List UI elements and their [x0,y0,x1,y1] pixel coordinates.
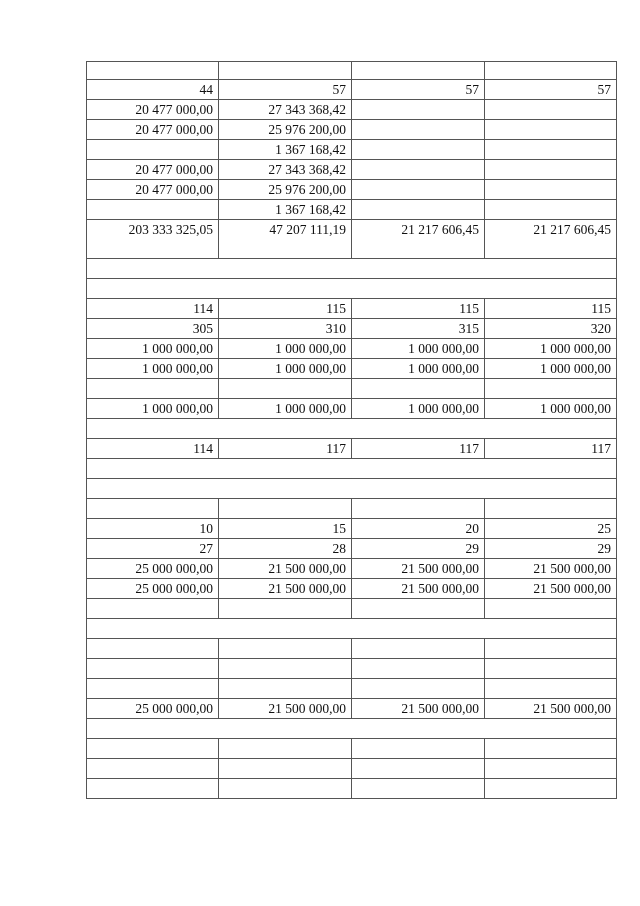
table-row [87,319,617,339]
table-row [87,220,617,259]
table-cell [352,120,485,140]
table-cell: 1 000 000,00 [352,399,485,419]
table-cell: 25 000 000,00 [87,699,219,719]
table-row [87,259,617,279]
table-cell: 29 [485,539,617,559]
table-cell [219,639,352,659]
table-cell: 20 477 000,00 [87,120,219,140]
table-cell: 27 [87,539,219,559]
table-cell: 57 [485,80,617,100]
table-cell [485,679,617,699]
table-cell [485,100,617,120]
table-section-row-cell [87,259,617,279]
table-row [87,279,617,299]
table-cell [352,599,485,619]
table-cell: 21 500 000,00 [352,559,485,579]
table-section-row-cell [87,719,617,739]
table-cell: 44 [87,80,219,100]
table-section-row-cell [87,459,617,479]
table-row [87,140,617,160]
table-cell [485,599,617,619]
table-cell [485,379,617,399]
table-cell [485,120,617,140]
table-row [87,759,617,779]
table-cell: 21 500 000,00 [352,579,485,599]
table-cell: 1 000 000,00 [219,339,352,359]
table-cell [87,779,219,799]
table-row [87,599,617,619]
table-cell: 47 207 111,19 [219,220,352,259]
table-cell: 21 217 606,45 [485,220,617,259]
table-cell: 1 000 000,00 [87,359,219,379]
table-cell: 27 343 368,42 [219,160,352,180]
table-row [87,379,617,399]
table-cell: 21 500 000,00 [219,699,352,719]
table-row [87,120,617,140]
table-cell [352,679,485,699]
table-cell [352,639,485,659]
table-cell: 1 000 000,00 [352,359,485,379]
table-cell: 115 [485,299,617,319]
table-row [87,459,617,479]
table-cell [87,200,219,220]
table-row [87,180,617,200]
table-cell [485,739,617,759]
table-cell: 28 [219,539,352,559]
table-cell: 21 500 000,00 [485,559,617,579]
table-cell [87,379,219,399]
table-cell: 10 [87,519,219,539]
table-section-row-cell [87,419,617,439]
table-cell: 25 976 200,00 [219,120,352,140]
table-cell: 1 000 000,00 [87,399,219,419]
table-cell [219,679,352,699]
table-cell: 115 [219,299,352,319]
table-row [87,339,617,359]
table-cell [485,659,617,679]
table-cell: 25 976 200,00 [219,180,352,200]
table-cell: 1 367 168,42 [219,200,352,220]
table-cell: 305 [87,319,219,339]
data-table [86,61,617,799]
table-row [87,479,617,499]
table-cell [87,679,219,699]
table-cell [219,659,352,679]
table-cell: 1 000 000,00 [485,359,617,379]
table-cell [352,100,485,120]
table-cell: 27 343 368,42 [219,100,352,120]
table-cell [352,160,485,180]
table-row [87,699,617,719]
table-row [87,299,617,319]
table-cell [485,140,617,160]
table-cell [219,379,352,399]
table-cell: 57 [352,80,485,100]
table-cell: 117 [485,439,617,459]
table-cell: 15 [219,519,352,539]
table-cell: 20 477 000,00 [87,160,219,180]
table-cell [352,499,485,519]
table-cell: 21 500 000,00 [352,699,485,719]
table-cell [87,140,219,160]
table-cell: 315 [352,319,485,339]
table-section-row-cell [87,479,617,499]
table-cell: 1 367 168,42 [219,140,352,160]
table-cell: 1 000 000,00 [219,359,352,379]
table-cell [485,62,617,80]
table-cell [219,759,352,779]
table-cell [87,62,219,80]
table-row [87,719,617,739]
table-cell: 21 217 606,45 [352,220,485,259]
table-row [87,359,617,379]
table-cell [485,160,617,180]
table-row [87,559,617,579]
table-cell [352,379,485,399]
table-cell [87,659,219,679]
table-cell: 310 [219,319,352,339]
table-cell: 320 [485,319,617,339]
table-cell: 21 500 000,00 [485,579,617,599]
table-cell [219,739,352,759]
table-cell: 1 000 000,00 [87,339,219,359]
table-row [87,679,617,699]
table-row [87,639,617,659]
table-section-row-cell [87,619,617,639]
table-cell [485,639,617,659]
table-cell: 1 000 000,00 [485,339,617,359]
table-cell: 203 333 325,05 [87,220,219,259]
table-row [87,100,617,120]
table-cell: 20 477 000,00 [87,100,219,120]
table-cell: 114 [87,439,219,459]
table-row [87,619,617,639]
table-cell: 20 477 000,00 [87,180,219,200]
table-cell [87,639,219,659]
table-row [87,519,617,539]
table-cell: 1 000 000,00 [485,399,617,419]
table-row [87,160,617,180]
table-section-row-cell [87,279,617,299]
table-cell [352,200,485,220]
table-row [87,739,617,759]
table-cell: 20 [352,519,485,539]
table-row [87,200,617,220]
table-cell [87,599,219,619]
table-cell [352,779,485,799]
table-cell: 21 500 000,00 [485,699,617,719]
table-cell: 117 [352,439,485,459]
table-row [87,62,617,80]
table-cell [219,779,352,799]
table-cell: 114 [87,299,219,319]
table-cell [352,180,485,200]
table-cell: 25 000 000,00 [87,559,219,579]
table-row [87,499,617,519]
table-cell [352,759,485,779]
table-cell [219,499,352,519]
table-row [87,779,617,799]
table-cell [87,759,219,779]
table-cell: 115 [352,299,485,319]
table-row [87,659,617,679]
table-row [87,439,617,459]
table-cell [352,739,485,759]
table-row [87,419,617,439]
table-cell [485,779,617,799]
table-cell [485,759,617,779]
table-row [87,539,617,559]
table-cell: 21 500 000,00 [219,579,352,599]
table-cell [219,62,352,80]
table-cell [87,739,219,759]
table-cell [485,180,617,200]
table-cell [485,499,617,519]
table-row [87,579,617,599]
table-cell [352,659,485,679]
table-row [87,399,617,419]
table-cell [485,200,617,220]
table-cell: 57 [219,80,352,100]
table-body [87,62,617,799]
table-cell: 1 000 000,00 [219,399,352,419]
table-cell: 117 [219,439,352,459]
table-cell: 25 000 000,00 [87,579,219,599]
table-cell [352,140,485,160]
table-cell [87,499,219,519]
table-cell [219,599,352,619]
table-row [87,80,617,100]
table-cell: 29 [352,539,485,559]
table-cell: 25 [485,519,617,539]
table-cell [352,62,485,80]
table-cell: 21 500 000,00 [219,559,352,579]
table-cell: 1 000 000,00 [352,339,485,359]
